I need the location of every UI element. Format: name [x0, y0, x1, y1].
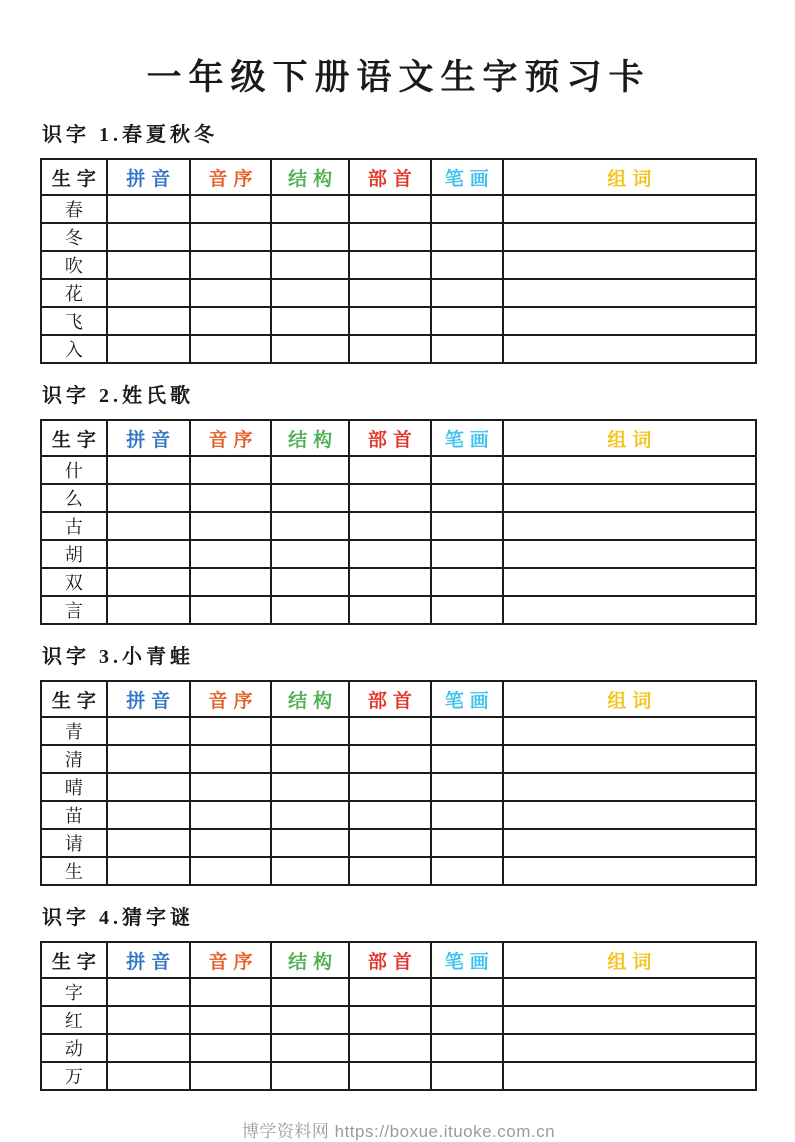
fill-cell-zuci: [503, 512, 756, 540]
fill-cell-pinyin: [107, 1062, 190, 1090]
character-cell: 吹: [41, 251, 107, 279]
fill-cell-jiegou: [271, 1034, 349, 1062]
character-cell: 言: [41, 596, 107, 624]
table-row: [41, 456, 756, 484]
fill-cell-pinyin: [107, 978, 190, 1006]
fill-cell-jiegou: [271, 801, 349, 829]
character-cell: 生: [41, 857, 107, 885]
fill-cell-jiegou: [271, 251, 349, 279]
fill-cell-yinxu: [190, 1034, 272, 1062]
fill-cell-jiegou: [271, 1006, 349, 1034]
table-row: [41, 484, 756, 512]
table-row: [41, 801, 756, 829]
character-cell: 入: [41, 335, 107, 363]
fill-cell-pinyin: [107, 540, 190, 568]
character-cell: 晴: [41, 773, 107, 801]
fill-cell-zuci: [503, 1062, 756, 1090]
fill-cell-pinyin: [107, 773, 190, 801]
column-header-bushou: 部首: [349, 420, 431, 456]
table-row: [41, 540, 756, 568]
fill-cell-bushou: [349, 195, 431, 223]
fill-cell-jiegou: [271, 456, 349, 484]
fill-cell-yinxu: [190, 251, 272, 279]
fill-cell-bushou: [349, 717, 431, 745]
character-cell: 字: [41, 978, 107, 1006]
column-header-jiegou: 结构: [271, 420, 349, 456]
fill-cell-yinxu: [190, 745, 272, 773]
fill-cell-bihua: [431, 1006, 503, 1034]
column-header-shengzi: 生字: [41, 942, 107, 978]
character-cell: 飞: [41, 307, 107, 335]
fill-cell-bihua: [431, 1062, 503, 1090]
fill-cell-bushou: [349, 568, 431, 596]
fill-cell-bihua: [431, 195, 503, 223]
fill-cell-jiegou: [271, 829, 349, 857]
fill-cell-bihua: [431, 596, 503, 624]
lesson-section: [40, 118, 757, 364]
character-cell: 红: [41, 1006, 107, 1034]
fill-cell-yinxu: [190, 596, 272, 624]
character-cell: 么: [41, 484, 107, 512]
fill-cell-bushou: [349, 251, 431, 279]
fill-cell-jiegou: [271, 279, 349, 307]
fill-cell-bihua: [431, 335, 503, 363]
table-row: [41, 223, 756, 251]
fill-cell-bushou: [349, 279, 431, 307]
vocab-table: [40, 680, 757, 886]
fill-cell-zuci: [503, 195, 756, 223]
section-title: 识字 2.姓氏歌: [42, 385, 194, 407]
fill-cell-bushou: [349, 335, 431, 363]
fill-cell-jiegou: [271, 540, 349, 568]
header-row: [41, 942, 756, 978]
column-header-bushou: 部首: [349, 681, 431, 717]
fill-cell-zuci: [503, 829, 756, 857]
table-row: [41, 512, 756, 540]
column-header-zuci: 组词: [503, 159, 756, 195]
table-row: [41, 857, 756, 885]
column-header-zuci: 组词: [503, 420, 756, 456]
table-row: [41, 307, 756, 335]
fill-cell-zuci: [503, 801, 756, 829]
fill-cell-bihua: [431, 279, 503, 307]
vocab-table: [40, 158, 757, 364]
column-header-yinxu: 音序: [190, 681, 272, 717]
column-header-bihua: 笔画: [431, 942, 503, 978]
fill-cell-pinyin: [107, 568, 190, 596]
header-row: [41, 159, 756, 195]
character-cell: 青: [41, 717, 107, 745]
fill-cell-pinyin: [107, 1034, 190, 1062]
fill-cell-pinyin: [107, 279, 190, 307]
section-title: 识字 3.小青蛙: [42, 646, 194, 668]
column-header-jiegou: 结构: [271, 942, 349, 978]
table-row: [41, 717, 756, 745]
fill-cell-zuci: [503, 279, 756, 307]
table-row: [41, 773, 756, 801]
fill-cell-jiegou: [271, 195, 349, 223]
fill-cell-yinxu: [190, 717, 272, 745]
fill-cell-zuci: [503, 596, 756, 624]
fill-cell-zuci: [503, 745, 756, 773]
fill-cell-zuci: [503, 251, 756, 279]
fill-cell-bushou: [349, 484, 431, 512]
fill-cell-yinxu: [190, 223, 272, 251]
fill-cell-pinyin: [107, 829, 190, 857]
fill-cell-pinyin: [107, 456, 190, 484]
vocab-table: [40, 941, 757, 1091]
fill-cell-bihua: [431, 829, 503, 857]
fill-cell-bihua: [431, 307, 503, 335]
fill-cell-jiegou: [271, 484, 349, 512]
header-row: [41, 420, 756, 456]
fill-cell-pinyin: [107, 195, 190, 223]
lesson-section: [40, 640, 757, 886]
character-cell: 请: [41, 829, 107, 857]
column-header-shengzi: 生字: [41, 681, 107, 717]
character-cell: 万: [41, 1062, 107, 1090]
column-header-shengzi: 生字: [41, 420, 107, 456]
fill-cell-zuci: [503, 307, 756, 335]
column-header-yinxu: 音序: [190, 942, 272, 978]
fill-cell-bushou: [349, 540, 431, 568]
fill-cell-bihua: [431, 1034, 503, 1062]
fill-cell-bihua: [431, 745, 503, 773]
fill-cell-bushou: [349, 978, 431, 1006]
fill-cell-pinyin: [107, 596, 190, 624]
page-title: 一年级下册语文生字预习卡: [146, 58, 651, 97]
fill-cell-pinyin: [107, 512, 190, 540]
fill-cell-bushou: [349, 773, 431, 801]
character-cell: 苗: [41, 801, 107, 829]
fill-cell-bihua: [431, 484, 503, 512]
fill-cell-bihua: [431, 717, 503, 745]
fill-cell-jiegou: [271, 773, 349, 801]
fill-cell-pinyin: [107, 745, 190, 773]
fill-cell-pinyin: [107, 857, 190, 885]
fill-cell-yinxu: [190, 195, 272, 223]
fill-cell-bushou: [349, 512, 431, 540]
fill-cell-jiegou: [271, 307, 349, 335]
fill-cell-bushou: [349, 829, 431, 857]
character-cell: 动: [41, 1034, 107, 1062]
fill-cell-bihua: [431, 540, 503, 568]
fill-cell-jiegou: [271, 512, 349, 540]
fill-cell-bushou: [349, 223, 431, 251]
fill-cell-zuci: [503, 484, 756, 512]
fill-cell-yinxu: [190, 773, 272, 801]
column-header-yinxu: 音序: [190, 159, 272, 195]
fill-cell-bushou: [349, 307, 431, 335]
vocab-table: [40, 419, 757, 625]
column-header-pinyin: 拼音: [107, 420, 190, 456]
fill-cell-bushou: [349, 801, 431, 829]
fill-cell-pinyin: [107, 335, 190, 363]
table-row: [41, 335, 756, 363]
table-row: [41, 596, 756, 624]
fill-cell-zuci: [503, 540, 756, 568]
footer-credit[interactable]: 博学资料网 https://boxue.ituoke.com.cn: [241, 1122, 556, 1141]
table-row: [41, 279, 756, 307]
fill-cell-yinxu: [190, 857, 272, 885]
fill-cell-yinxu: [190, 335, 272, 363]
fill-cell-yinxu: [190, 1006, 272, 1034]
fill-cell-bihua: [431, 512, 503, 540]
fill-cell-jiegou: [271, 857, 349, 885]
fill-cell-zuci: [503, 1006, 756, 1034]
column-header-jiegou: 结构: [271, 159, 349, 195]
fill-cell-bushou: [349, 456, 431, 484]
fill-cell-zuci: [503, 1034, 756, 1062]
fill-cell-bushou: [349, 596, 431, 624]
character-cell: 胡: [41, 540, 107, 568]
fill-cell-zuci: [503, 773, 756, 801]
column-header-bihua: 笔画: [431, 420, 503, 456]
column-header-bushou: 部首: [349, 942, 431, 978]
fill-cell-yinxu: [190, 568, 272, 596]
fill-cell-bihua: [431, 978, 503, 1006]
table-row: [41, 251, 756, 279]
fill-cell-yinxu: [190, 829, 272, 857]
fill-cell-yinxu: [190, 1062, 272, 1090]
section-title: 识字 1.春夏秋冬: [42, 124, 218, 146]
fill-cell-bihua: [431, 773, 503, 801]
fill-cell-jiegou: [271, 717, 349, 745]
column-header-pinyin: 拼音: [107, 159, 190, 195]
column-header-yinxu: 音序: [190, 420, 272, 456]
table-row: [41, 829, 756, 857]
fill-cell-zuci: [503, 223, 756, 251]
table-row: [41, 978, 756, 1006]
fill-cell-bihua: [431, 568, 503, 596]
fill-cell-jiegou: [271, 978, 349, 1006]
fill-cell-zuci: [503, 857, 756, 885]
table-row: [41, 568, 756, 596]
fill-cell-jiegou: [271, 223, 349, 251]
fill-cell-pinyin: [107, 1006, 190, 1034]
fill-cell-pinyin: [107, 801, 190, 829]
header-row: [41, 681, 756, 717]
fill-cell-pinyin: [107, 223, 190, 251]
character-cell: 冬: [41, 223, 107, 251]
fill-cell-zuci: [503, 335, 756, 363]
column-header-pinyin: 拼音: [107, 942, 190, 978]
fill-cell-bihua: [431, 251, 503, 279]
lesson-section: [40, 901, 757, 1091]
fill-cell-bushou: [349, 1006, 431, 1034]
fill-cell-yinxu: [190, 484, 272, 512]
fill-cell-yinxu: [190, 279, 272, 307]
character-cell: 花: [41, 279, 107, 307]
fill-cell-pinyin: [107, 484, 190, 512]
table-row: [41, 1034, 756, 1062]
character-cell: 清: [41, 745, 107, 773]
fill-cell-bushou: [349, 1062, 431, 1090]
fill-cell-jiegou: [271, 596, 349, 624]
table-row: [41, 195, 756, 223]
column-header-jiegou: 结构: [271, 681, 349, 717]
lesson-section: [40, 379, 757, 625]
character-cell: 什: [41, 456, 107, 484]
column-header-bushou: 部首: [349, 159, 431, 195]
table-row: [41, 745, 756, 773]
table-row: [41, 1006, 756, 1034]
fill-cell-yinxu: [190, 512, 272, 540]
character-cell: 春: [41, 195, 107, 223]
column-header-bihua: 笔画: [431, 159, 503, 195]
character-cell: 古: [41, 512, 107, 540]
column-header-bihua: 笔画: [431, 681, 503, 717]
fill-cell-zuci: [503, 568, 756, 596]
fill-cell-jiegou: [271, 568, 349, 596]
fill-cell-zuci: [503, 456, 756, 484]
fill-cell-jiegou: [271, 745, 349, 773]
column-header-zuci: 组词: [503, 681, 756, 717]
fill-cell-zuci: [503, 978, 756, 1006]
fill-cell-jiegou: [271, 1062, 349, 1090]
fill-cell-pinyin: [107, 307, 190, 335]
column-header-zuci: 组词: [503, 942, 756, 978]
fill-cell-bihua: [431, 857, 503, 885]
fill-cell-bihua: [431, 801, 503, 829]
table-row: [41, 1062, 756, 1090]
character-cell: 双: [41, 568, 107, 596]
fill-cell-bushou: [349, 745, 431, 773]
fill-cell-bushou: [349, 857, 431, 885]
column-header-pinyin: 拼音: [107, 681, 190, 717]
fill-cell-yinxu: [190, 456, 272, 484]
fill-cell-yinxu: [190, 307, 272, 335]
section-title: 识字 4.猜字谜: [42, 907, 194, 929]
fill-cell-jiegou: [271, 335, 349, 363]
fill-cell-yinxu: [190, 540, 272, 568]
fill-cell-bihua: [431, 456, 503, 484]
fill-cell-yinxu: [190, 801, 272, 829]
fill-cell-zuci: [503, 717, 756, 745]
fill-cell-yinxu: [190, 978, 272, 1006]
column-header-shengzi: 生字: [41, 159, 107, 195]
fill-cell-pinyin: [107, 717, 190, 745]
fill-cell-bihua: [431, 223, 503, 251]
fill-cell-bushou: [349, 1034, 431, 1062]
fill-cell-pinyin: [107, 251, 190, 279]
sections-container: [40, 118, 757, 1091]
